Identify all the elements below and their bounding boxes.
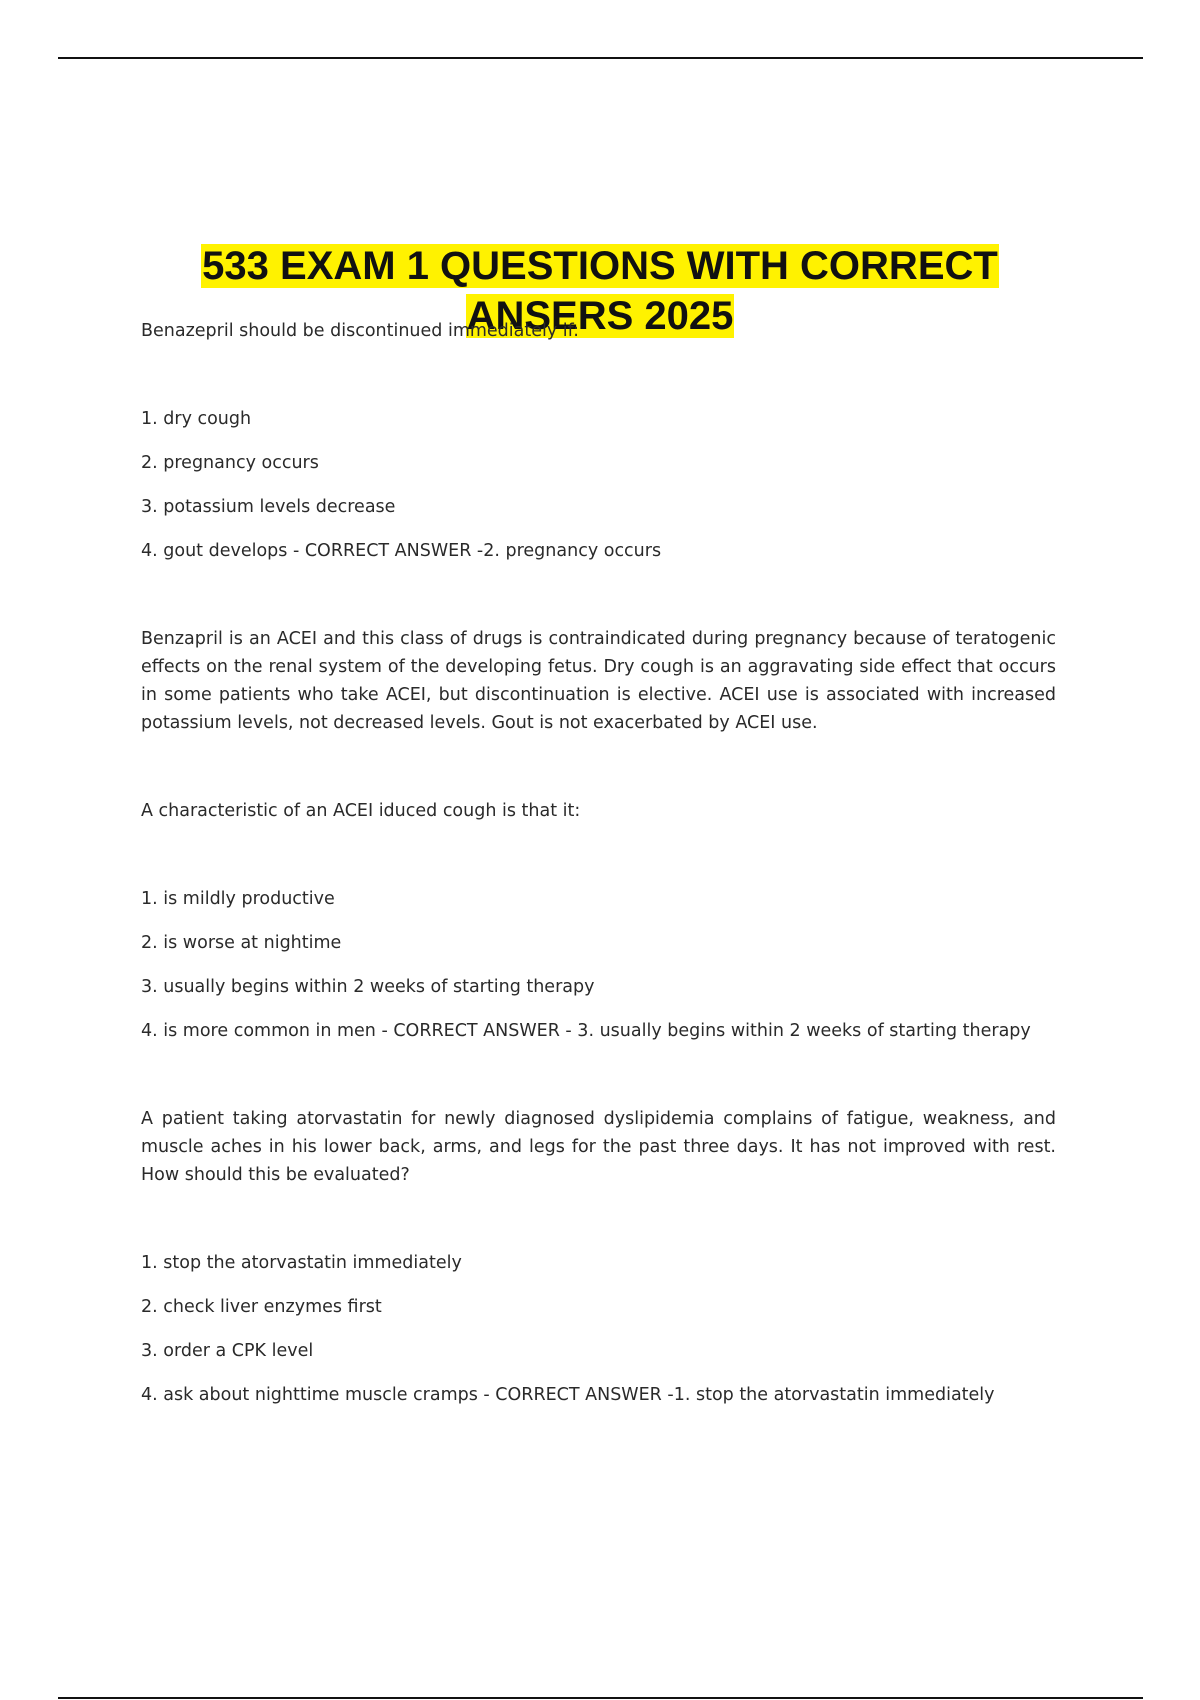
answer-option: 3. potassium levels decrease xyxy=(141,497,396,517)
section-gap xyxy=(141,1045,1056,1105)
answer-options xyxy=(141,405,1056,565)
answer-option: 3. usually begins within 2 weeks of starting therapy xyxy=(141,977,595,997)
answer-option: 3. order a CPK level xyxy=(141,1341,314,1361)
question-1 xyxy=(141,317,1056,737)
question-3 xyxy=(141,1105,1056,1409)
answer-rationale: Benzapril is an ACEI and this class of drugs is contraindicated during pregnancy because of teratogenic effects on the renal system of the developing fetus. Dry cough is an aggravating side effect that occurs in some patients who take ACEI, but discontinuation is elective. ACEI use is associated with increased potassium levels, not decreased levels. Gout is not exacerbated by ACEI use. xyxy=(141,629,1056,733)
title-line-2: ANSERS 2025 xyxy=(466,293,734,338)
answer-options xyxy=(141,885,1056,1045)
answer-option: 1. is mildly productive xyxy=(141,889,335,909)
answer-option: 2. is worse at nightime xyxy=(141,933,342,953)
footer-rule xyxy=(58,1697,1143,1699)
question-stem: A characteristic of an ACEI iduced cough is that it: xyxy=(141,801,581,821)
answer-option-with-correct-answer: 4. gout develops - CORRECT ANSWER -2. pregnancy occurs xyxy=(141,541,662,561)
answer-option-with-correct-answer: 4. ask about nighttime muscle cramps - CORRECT ANSWER -1. stop the atorvastatin immediately xyxy=(141,1385,995,1405)
answer-option: 1. stop the atorvastatin immediately xyxy=(141,1253,462,1273)
document-body xyxy=(141,317,1056,1409)
title-line-1: 533 EXAM 1 QUESTIONS WITH CORRECT xyxy=(202,243,998,288)
answer-option: 2. pregnancy occurs xyxy=(141,453,319,473)
question-stem: Benazepril should be discontinued immediately if: xyxy=(141,321,580,341)
answer-options xyxy=(141,1249,1056,1409)
header-rule xyxy=(58,57,1143,59)
answer-option: 2. check liver enzymes first xyxy=(141,1297,382,1317)
question-2 xyxy=(141,797,1056,1045)
answer-option: 1. dry cough xyxy=(141,409,252,429)
question-stem: A patient taking atorvastatin for newly diagnosed dyslipidemia complains of fatigue, weakness, and muscle aches in his lower back, arms, and legs for the past three days. It has not improved with rest. How should this be evaluated? xyxy=(141,1109,1056,1185)
section-gap xyxy=(141,737,1056,797)
answer-option-with-correct-answer: 4. is more common in men - CORRECT ANSWER - 3. usually begins within 2 weeks of starting therapy xyxy=(141,1021,1031,1041)
